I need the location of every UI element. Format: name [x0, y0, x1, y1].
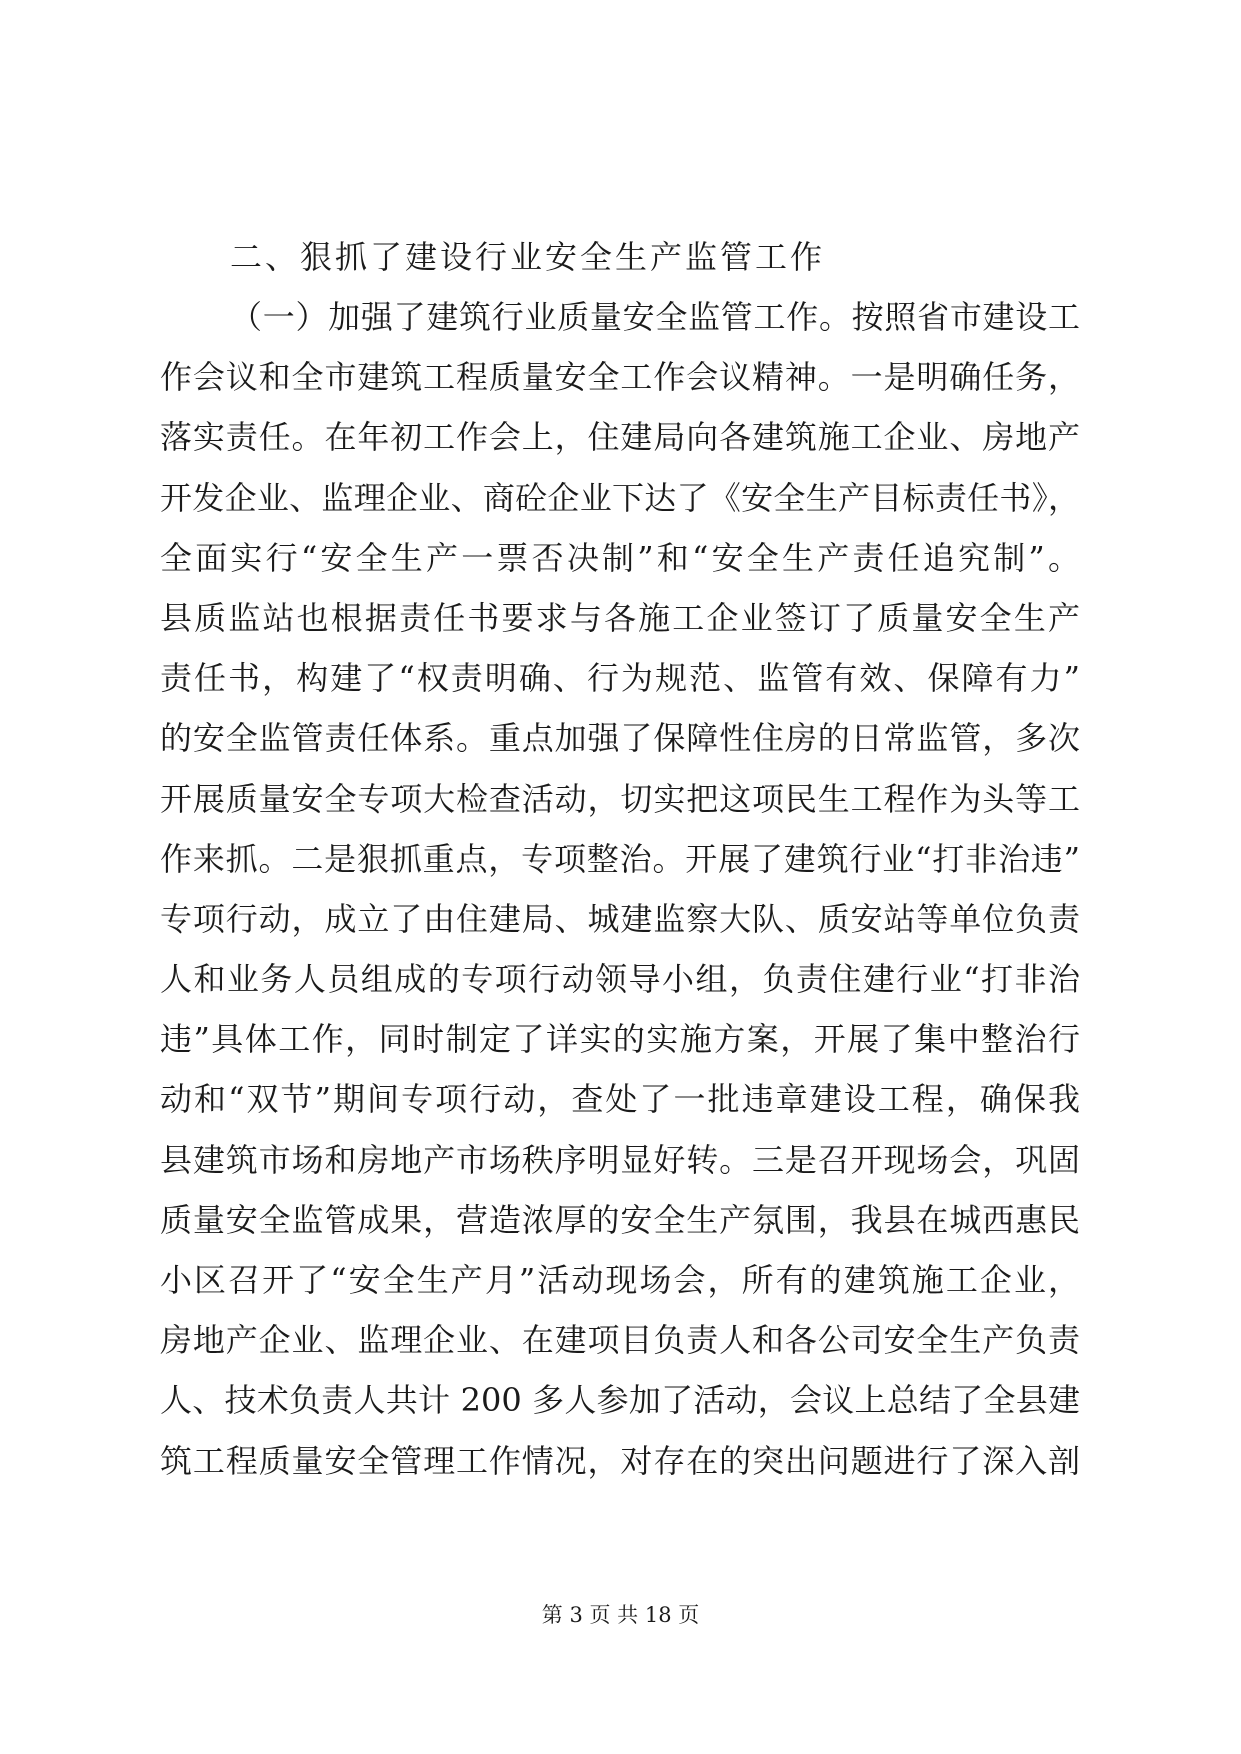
paragraph-line: 作来抓。二是狠抓重点，专项整治。开展了建筑行业“打非治违”	[160, 839, 1080, 878]
paragraph-line: 筑工程质量安全管理工作情况，对存在的突出问题进行了深入剖	[160, 1441, 1080, 1480]
paragraph-line: 小区召开了“安全生产月”活动现场会，所有的建筑施工企业，	[160, 1261, 1080, 1299]
paragraph-line: 开发企业、监理企业、商砼企业下达了《安全生产目标责任书》，	[160, 478, 1080, 517]
paragraph-line: 人和业务人员组成的专项行动领导小组，负责住建行业“打非治	[160, 960, 1080, 999]
paragraph-line: 专项行动，成立了由住建局、城建监察大队、质安站等单位负责	[160, 899, 1080, 938]
paragraph-line: 质量安全监管成果，营造浓厚的安全生产氛围，我县在城西惠民	[160, 1200, 1080, 1239]
paragraph-line: 落实责任。在年初工作会上，住建局向各建筑施工企业、房地产	[160, 418, 1080, 457]
paragraph-line: （一）加强了建筑行业质量安全监管工作。按照省市建设工	[230, 298, 1080, 336]
paragraph-line: 人、技术负责人共计 200 多人参加了活动，会议上总结了全县建	[160, 1381, 1080, 1420]
section-heading: 二、狠抓了建设行业安全生产监管工作	[230, 238, 826, 276]
paragraph-line: 全面实行“安全生产一票否决制”和“安全生产责任追究制”。	[160, 538, 1080, 577]
paragraph-line: 违”具体工作，同时制定了详实的实施方案，开展了集中整治行	[160, 1020, 1080, 1059]
paragraph-line: 作会议和全市建筑工程质量安全工作会议精神。一是明确任务，	[160, 358, 1080, 397]
paragraph-line: 县质监站也根据责任书要求与各施工企业签订了质量安全生产	[160, 598, 1080, 637]
paragraph-line: 动和“双节”期间专项行动，查处了一批违章建设工程，确保我	[160, 1080, 1080, 1119]
paragraph-line: 的安全监管责任体系。重点加强了保障性住房的日常监管，多次	[160, 719, 1080, 758]
page-number-footer: 第 3 页 共 18 页	[541, 1603, 700, 1627]
paragraph-line: 房地产企业、监理企业、在建项目负责人和各公司安全生产负责	[160, 1321, 1080, 1360]
paragraph-line: 开展质量安全专项大检查活动，切实把这项民生工程作为头等工	[160, 779, 1080, 818]
paragraph-line: 责任书，构建了“权责明确、行为规范、监管有效、保障有力”	[160, 659, 1080, 698]
paragraph-line: 县建筑市场和房地产市场秩序明显好转。三是召开现场会，巩固	[160, 1140, 1080, 1179]
body-paragraph	[160, 287, 1080, 1491]
